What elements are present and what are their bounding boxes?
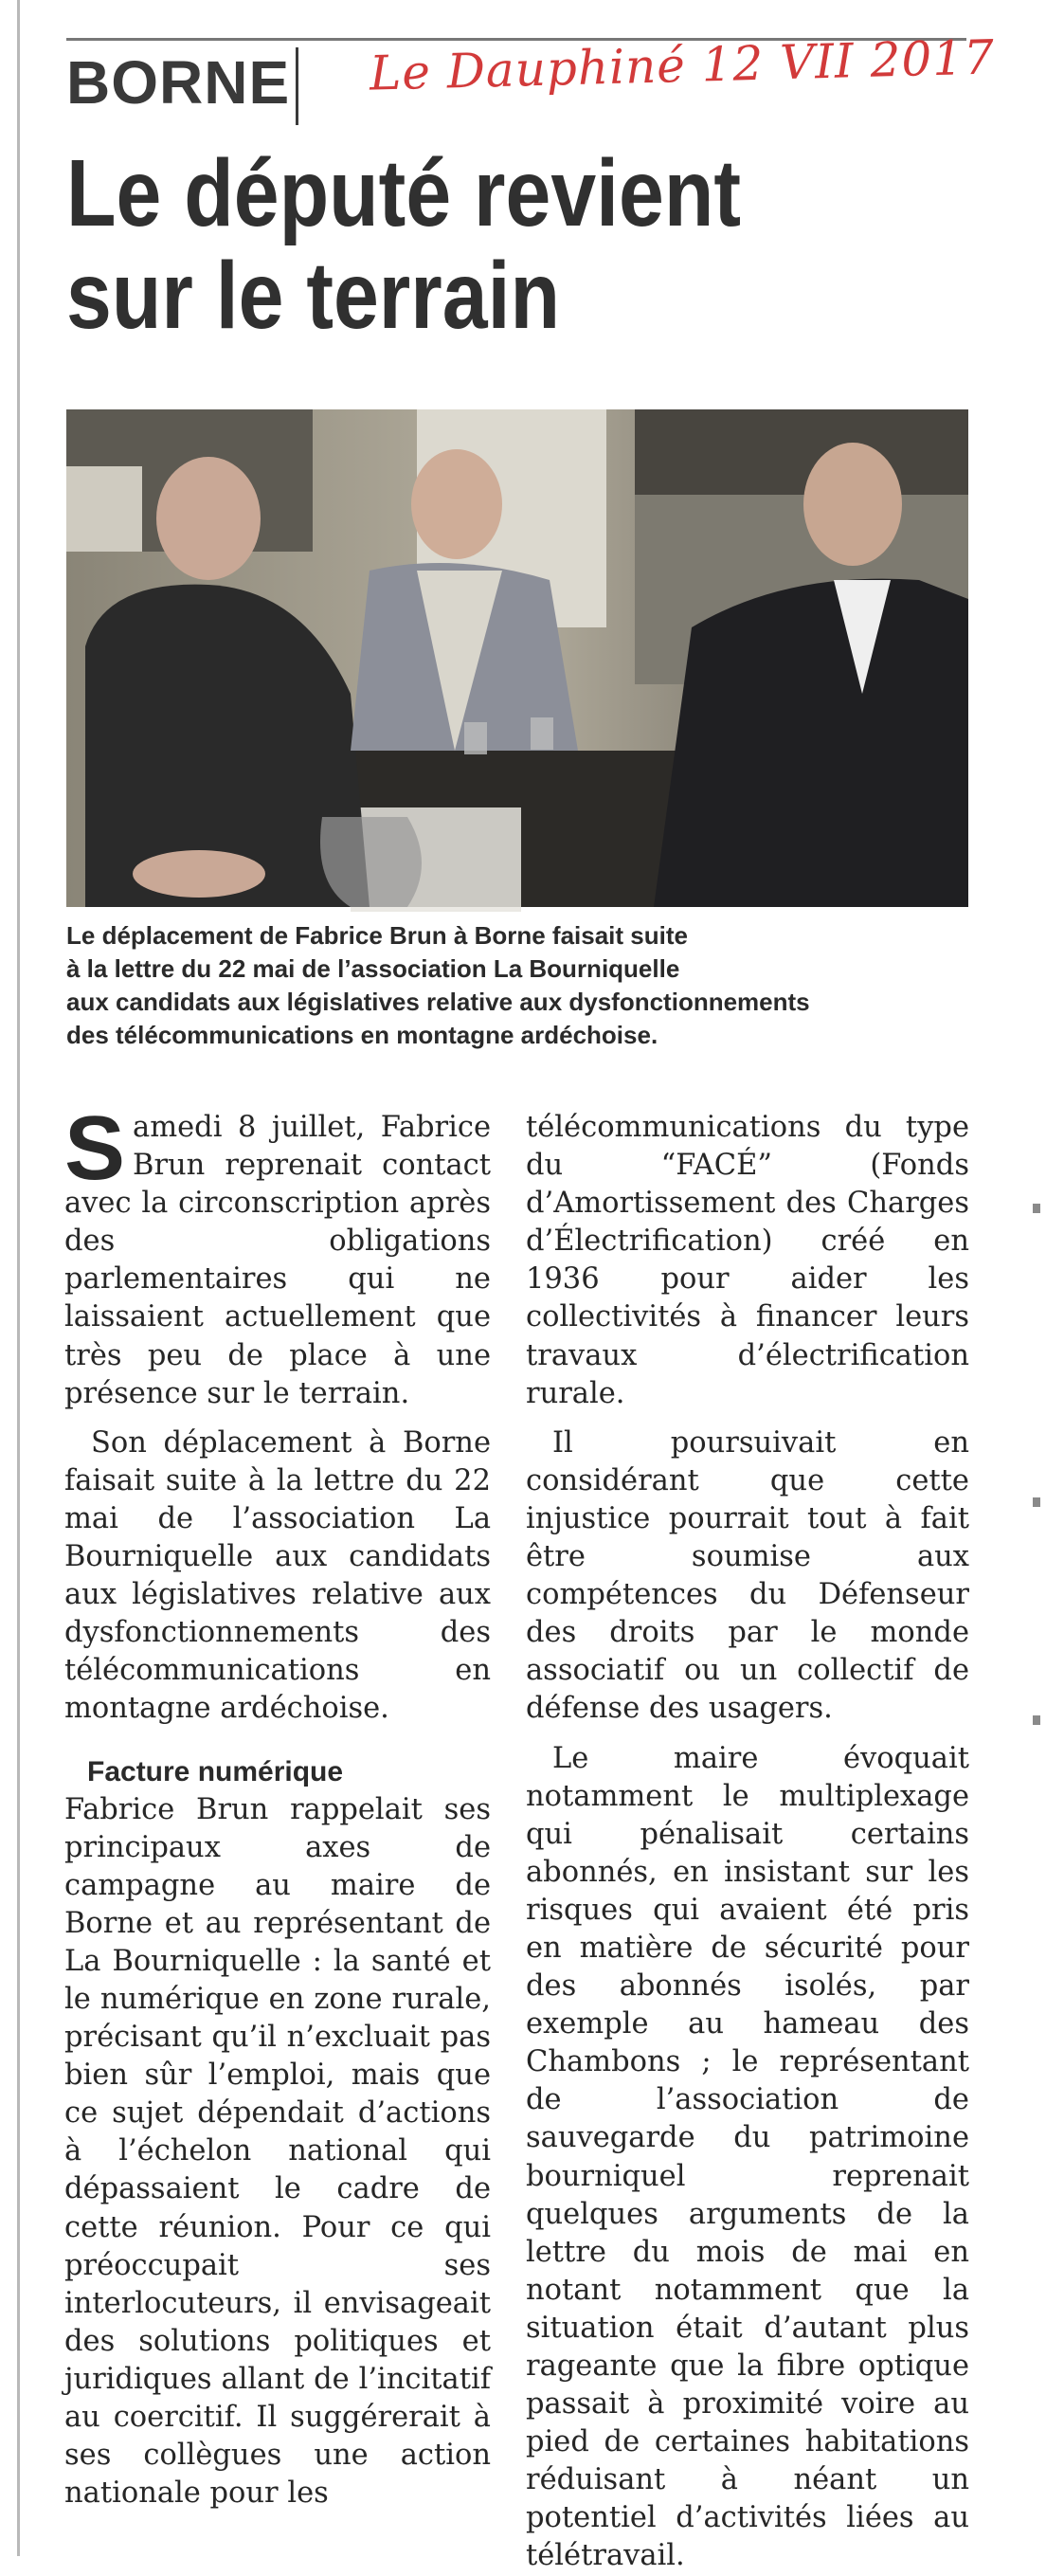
article-paragraph: Le maire évoquait notamment le multiplexage qui pénalisait certains abonnés, en insistant sur les risques qui avaient été pris en matière de sécurité pour des abonnés isolés, par exemple au hameau des Chambons ; le représentant de l’association de sauvegarde du patrimoine bourniquel reprenait quelques arguments de la lettre du mois de mai en notant notamment que la situation était d’autant plus rageante que la fibre optique passait à proximité voire au pied de certaines habitations réduisant à néant un potentiel d’activités liées au télétravail. — [526, 1741, 969, 2573]
article-column-right-frame — [526, 1109, 971, 2573]
headline-line: Le député revient — [66, 140, 742, 246]
article-paragraph: Son déplacement à Borne faisait suite à la lettre du 22 mai de l’association La Bourniquelle aux candidats aux législatives relative aux dysfonctionnements des télécommunications en montagne ardéchoise. — [64, 1425, 491, 1726]
article-photo — [66, 409, 968, 907]
dropcap: S — [64, 1098, 126, 1199]
handwritten-source-note: Le Dauphiné 12 VII 2017 — [369, 29, 996, 101]
scan-mark — [1033, 1715, 1040, 1725]
article-paragraph: télécommunications du type du “FACÉ” (Fonds d’Amortissement des Charges d’Électrification) créé en 1936 pour aider les collectivités à financer leurs travaux d’électrification rurale. — [526, 1111, 969, 1410]
headline-line: sur le terrain — [66, 243, 560, 349]
caption-line: à la lettre du 22 mai de l’association La Bourniquelle — [66, 954, 680, 983]
article-column-right — [526, 1109, 969, 2576]
section-divider — [296, 47, 298, 125]
caption-line: des télécommunications en montagne ardéchoise. — [66, 1021, 658, 1049]
article-column-left — [64, 1098, 491, 2524]
photo-illustration — [66, 409, 968, 907]
scan-mark — [1033, 1204, 1040, 1213]
caption-line: Le déplacement de Fabrice Brun à Borne faisait suite — [66, 921, 688, 950]
article-paragraph: Il poursuivait en considérant que cette injustice pourrait tout à fait être soumise aux compétences du Défenseur des droits par le monde associatif ou un collectif de défense des usagers. — [526, 1425, 969, 1726]
page-edge — [17, 0, 20, 2556]
paragraph-text: amedi 8 juillet, Fabrice Brun reprenait contact avec la circonscription après des obligations parlementaires qui ne laissaient actuellement que très peu de place à une présence sur le terrain. — [64, 1111, 491, 1410]
article-paragraph — [64, 1098, 491, 1413]
article-paragraph: Fabrice Brun rappelait ses principaux axes de campagne au maire de Borne et au représentant de La Bourniquelle : la santé et le numérique en zone rurale, précisant qu’il n’excluait pas bien sûr l’emploi, mais que ce sujet dépendait d’actions à l’échelon national qui dépassaient le cadre de cette réunion. Pour ce qui préoccupait ses interlocuteurs, il envisageait des solutions politiques et juridiques allant de l’incitatif au coercitif. Il suggérerait à ses collègues une action nationale pour les — [64, 1792, 491, 2511]
photo-caption — [66, 919, 968, 1052]
scan-mark — [1033, 1497, 1040, 1507]
subheading: Facture numérique — [87, 1755, 344, 1787]
headline — [66, 142, 849, 347]
caption-line: aux candidats aux législatives relative aux dysfonctionnements — [66, 988, 810, 1016]
section-title: BORNE — [66, 48, 291, 117]
